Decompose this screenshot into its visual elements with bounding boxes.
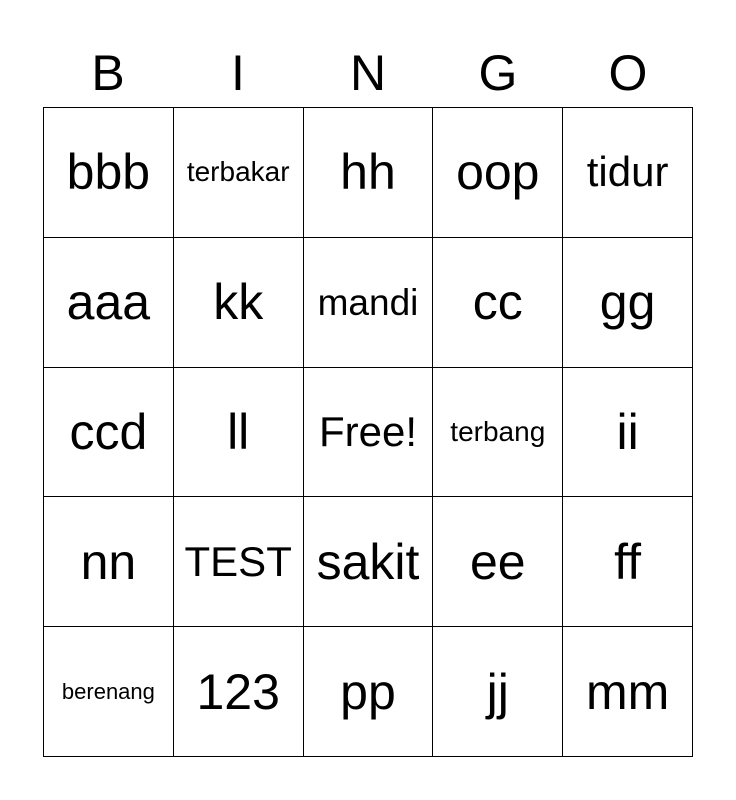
bingo-cell[interactable]: 123 — [174, 627, 304, 757]
bingo-cell[interactable]: terbakar — [174, 108, 304, 238]
bingo-cell[interactable]: mm — [563, 627, 693, 757]
bingo-card-grid — [43, 107, 693, 757]
bingo-header — [43, 40, 693, 106]
header-letter-n: N — [349, 45, 387, 101]
header-letter-g: G — [478, 45, 518, 101]
bingo-cell[interactable]: aaa — [44, 238, 174, 368]
bingo-cell[interactable]: ll — [174, 368, 304, 498]
header-letter-o: O — [608, 45, 648, 101]
bingo-cell[interactable]: nn — [44, 497, 174, 627]
header-letter-i: I — [231, 45, 245, 101]
bingo-cell[interactable]: gg — [563, 238, 693, 368]
bingo-cell[interactable]: kk — [174, 238, 304, 368]
bingo-cell[interactable]: ii — [563, 368, 693, 498]
bingo-cell[interactable]: berenang — [44, 627, 174, 757]
bingo-cell[interactable]: jj — [433, 627, 563, 757]
bingo-cell[interactable]: bbb — [44, 108, 174, 238]
bingo-cell[interactable]: TEST — [174, 497, 304, 627]
bingo-cell[interactable]: pp — [304, 627, 434, 757]
bingo-cell[interactable]: ccd — [44, 368, 174, 498]
bingo-cell[interactable]: oop — [433, 108, 563, 238]
bingo-cell[interactable]: terbang — [433, 368, 563, 498]
bingo-cell[interactable]: ee — [433, 497, 563, 627]
bingo-cell[interactable]: tidur — [563, 108, 693, 238]
header-letter-b: B — [91, 45, 125, 101]
bingo-cell[interactable]: cc — [433, 238, 563, 368]
bingo-cell[interactable]: ff — [563, 497, 693, 627]
bingo-cell[interactable]: sakit — [304, 497, 434, 627]
bingo-cell[interactable]: hh — [304, 108, 434, 238]
bingo-free-cell[interactable]: Free! — [304, 368, 434, 498]
bingo-cell[interactable]: mandi — [304, 238, 434, 368]
